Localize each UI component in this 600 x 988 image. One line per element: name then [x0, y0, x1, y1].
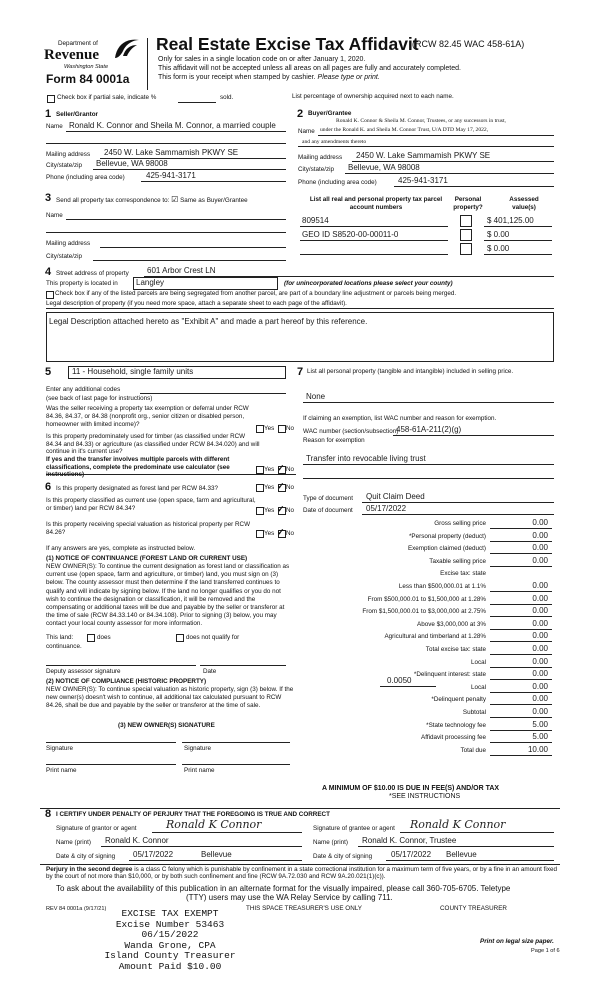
parcel-number[interactable]: GEO ID S8520-00-00011-0: [302, 230, 399, 239]
grantor-signature[interactable]: Ronald K Connor: [166, 818, 262, 831]
stamp-line: Amount Paid $10.00: [118, 960, 222, 972]
does-not-checkbox[interactable]: [176, 634, 184, 642]
exemption-question: Was the seller receiving a property tax exemption or deferral under RCW 84.36, 84.37, or 84.38 (nonprofit org., senior citizen or disabled person, homeowner with limited income)?: [46, 405, 249, 429]
assessed-value[interactable]: $ 0.00: [487, 244, 510, 253]
stamp-line: 06/15/2022: [141, 929, 199, 940]
treasurer-use-label: THIS SPACE TREASURER'S USE ONLY: [246, 905, 362, 912]
grantor-sign-date[interactable]: 05/17/2022: [133, 850, 174, 859]
document-type[interactable]: Quit Claim Deed: [366, 492, 425, 501]
ownership-note: List percentage of ownership acquired next to each name.: [292, 93, 454, 100]
tax-row-value[interactable]: 0.00: [532, 656, 548, 666]
tax-row-value[interactable]: 5.00: [532, 719, 548, 729]
forest-land-question: Is this property designated as forest land per RCW 84.33?: [56, 485, 219, 492]
stamp-line: Excise Number 53463: [115, 918, 225, 930]
buyer-city[interactable]: Bellevue, WA 98008: [348, 163, 420, 172]
minimum-due-note: A MINIMUM OF $10.00 IS DUE IN FEE(S) AND/OR TAX: [322, 785, 500, 792]
availability-line-1: To ask about the availability of this publication in an alternate format for the visually impaired, please call 360-705-6705. Teletype: [56, 884, 511, 893]
q1-no-checkbox[interactable]: [278, 425, 286, 433]
segregated-label: Check box if any of the listed parcels are being segregated from another parcel, are part of a boundary line adjustment or parcels being merged.: [55, 290, 457, 297]
dept-of-label: Department of: [58, 40, 98, 47]
tax-row-label: Above $3,000,000 at 3%: [417, 620, 486, 628]
page-number: Page 1 of 6: [531, 948, 560, 954]
tax-row-label: From $500,000.01 to $1,500,000 at 1.28%: [367, 595, 486, 603]
q3-yes-checkbox[interactable]: [256, 484, 264, 492]
buyer-mailing-address[interactable]: 2450 W. Lake Sammamish PKWY SE: [356, 151, 491, 160]
tax-row-value[interactable]: 0.00: [532, 543, 548, 553]
county-treasurer-label: COUNTY TREASURER: [440, 905, 507, 912]
q4-yes-checkbox[interactable]: [256, 507, 264, 515]
land-use-code: 11 - Household, single family units: [72, 367, 194, 376]
unincorporated-note: (for unincorporated locations please select your county): [284, 280, 453, 287]
seller-city[interactable]: Bellevue, WA 98008: [96, 159, 168, 168]
perjury-notice: Perjury in the second degree is a class C felony which is punishable by confinement in a state correctional institution for a maximum term of five years, or by a fine in an amount fixed by the court of not more than $10,000, or by both such confinement and fine (RCW 9A.72.030 and RCW 9A.20.021(1)(c)).: [46, 866, 557, 881]
wac-number[interactable]: 458-61A-211(2)(g): [396, 425, 462, 434]
current-use-question: Is this property classified as current use (open space, farm and agricultural, or timber) land per RCW 84.34?: [46, 497, 256, 512]
tax-row-label: *State technology fee: [426, 721, 486, 729]
seller-heading: Seller/Grantor: [56, 111, 98, 118]
location-value: Langley: [136, 278, 165, 287]
grantor-sign-city[interactable]: Bellevue: [201, 850, 232, 859]
notice-compliance-heading: (2) NOTICE OF COMPLIANCE (HISTORIC PROPERTY): [46, 678, 207, 685]
tax-row-label: Gross selling price: [434, 520, 486, 527]
grantee-print-name[interactable]: Ronald K. Connor, Trustee: [362, 836, 457, 845]
tax-row-value[interactable]: 0.00: [532, 631, 548, 641]
buyer-name-line-1[interactable]: Ronald K. Connor & Sheila M. Connor, Trustees, or any successors in trust,: [336, 118, 506, 124]
tax-row-label: From $1,500,000.01 to $3,000,000 at 2.75%: [362, 608, 486, 616]
tax-row-label: Taxable selling price: [429, 557, 486, 565]
legal-description-text: Legal Description attached hereto as "Exhibit A" and made a part hereof by this reference.: [49, 317, 368, 326]
tax-row-value[interactable]: 10.00: [527, 744, 548, 754]
certify-heading: I CERTIFY UNDER PENALTY OF PERJURY THAT THE FOREGOING IS TRUE AND CORRECT: [56, 811, 330, 818]
tax-row-value[interactable]: 0.00: [532, 581, 548, 590]
same-as-buyer-checkbox[interactable]: ☑: [171, 195, 179, 204]
q2-yes-checkbox[interactable]: [256, 466, 264, 474]
tax-row-value[interactable]: 0.00: [532, 644, 548, 653]
q5-yes-checkbox[interactable]: [256, 530, 264, 538]
revenue-logo-text: Revenue: [44, 47, 99, 63]
stamp-line: EXCISE TAX EXEMPT: [121, 908, 219, 919]
form-number: Form 84 0001a: [46, 72, 130, 86]
new-owner-signature-heading: (3) NEW OWNER(S) SIGNATURE: [118, 722, 215, 729]
personal-property-label: List all personal property (tangible and intangible) included in selling price.: [307, 368, 514, 375]
seller-phone[interactable]: 425-941-3171: [146, 171, 196, 180]
stamp-line: Island County Treasurer: [104, 950, 236, 961]
personal-property-checkbox[interactable]: [460, 229, 472, 241]
see-instructions: *SEE INSTRUCTIONS: [389, 793, 461, 800]
tax-row-label: Agricultural and timberland at 1.28%: [384, 633, 486, 641]
tax-row-label: *Delinquent penalty: [431, 696, 486, 704]
section3-label: Send all property tax correspondence to: ☑ Same as Buyer/Grantee: [56, 195, 248, 204]
grantee-sign-date[interactable]: 05/17/2022: [391, 850, 432, 859]
tax-row-value[interactable]: 0.00: [532, 530, 548, 540]
tax-row-value[interactable]: 0.00: [532, 707, 548, 716]
partial-sale-label: Check box if partial sale, indicate %: [57, 94, 157, 101]
q1-yes-checkbox[interactable]: [256, 425, 264, 433]
personal-property-header: Personal property?: [453, 196, 483, 211]
revision-label: REV 84 0001a (9/17/21): [46, 906, 107, 912]
predominate-use-note: If yes and the transfer involves multiple parcels with different classifications, complete the predominate use calculator (see instructions): [46, 456, 230, 479]
buyer-phone[interactable]: 425-941-3171: [398, 176, 448, 185]
tax-row-label: Excise tax: state: [440, 570, 486, 578]
seller-name[interactable]: Ronald K. Connor and Sheila M. Connor, a married couple: [69, 121, 276, 130]
tax-row-value[interactable]: 0.00: [532, 555, 548, 565]
tax-row-label: Less than $500,000.01 at 1.1%: [398, 583, 486, 590]
buyer-heading: Buyer/Grantee: [308, 110, 352, 117]
notice-continuance-heading: (1) NOTICE OF CONTINUANCE (FOREST LAND OR CURRENT USE): [46, 555, 248, 562]
header-line-2: This affidavit will not be accepted unless all areas on all pages are fully and accurately completed.: [158, 65, 461, 72]
personal-property-value[interactable]: None: [306, 392, 326, 401]
notice-compliance-body: NEW OWNER(S): To continue special valuation as historic property, sign (3) below. If the new owner(s) doesn't wish to continue, all additional tax calculated pursuant to RCW 84.26, shall be due and payable by the seller or transferor at the time of sale.: [46, 686, 294, 710]
legal-description-label: Legal description of property (if you need more space, attach a separate sheet to each page of the affidavit).: [46, 300, 347, 307]
notice-continuance-body: NEW OWNER(S): To continue the current designation as forest land or classification as current use (open space, farm and agriculture, or timber) land, you must sign on (3) below. The county assessor must then determine if the land transferred continues to qualify and will indicate by signing below. If the land no longer qualifies or you do not wish to continue the designation or classification, it will be removed and the compensating or additional taxes will be due and payable by the seller or transferor at the time of sale (RCW 84.33.140 or 84.34.108). Prior to signing (3) below, you may contact your local county assessor for more information.: [46, 563, 290, 628]
parcel-number[interactable]: 809514: [302, 216, 329, 225]
tax-row-value[interactable]: 0.00: [532, 694, 548, 704]
exemption-reason[interactable]: Transfer into revocable living trust: [306, 454, 426, 463]
tax-row-label: Subtotal: [462, 709, 486, 716]
tax-row-value[interactable]: 0.00: [532, 669, 548, 679]
tax-row-label: Affidavit processing fee: [421, 734, 486, 742]
grantee-signature[interactable]: Ronald K Connor: [410, 818, 506, 831]
segregated-checkbox[interactable]: [46, 291, 54, 299]
personal-property-checkbox[interactable]: [460, 215, 472, 227]
document-date[interactable]: 05/17/2022: [366, 504, 407, 513]
tax-row-label: Local: [470, 683, 486, 691]
assessed-value[interactable]: $ 0.00: [487, 230, 510, 239]
property-street-address[interactable]: 601 Arbor Crest LN: [147, 266, 216, 275]
rcw-reference: (RCW 82.45 WAC 458-61A): [412, 39, 525, 49]
timber-question: Is this property predominately used for timber (as classified under RCW 84.34 and 84.33) or agriculture (as classified under RCW 84.34.020) and will continue in it's current use?: [46, 433, 260, 456]
header-line-1: Only for sales in a single location code on or after January 1, 2020.: [158, 56, 366, 63]
personal-property-checkbox[interactable]: [460, 243, 472, 255]
does-checkbox[interactable]: [87, 634, 95, 642]
parcels-header: List all real and personal property tax parcel account numbers: [309, 196, 443, 211]
local-tax-rate[interactable]: 0.0050: [387, 676, 412, 685]
revenue-logo-icon: [111, 34, 141, 62]
tax-row-value[interactable]: 0.00: [532, 606, 548, 616]
stamp-line: Wanda Grone, CPA: [124, 939, 216, 951]
buyer-name-line-2[interactable]: under the Ronald K. and Sheila M. Connor Trust, U/A DTD May 17, 2022,: [320, 127, 489, 133]
header-line-3: This form is your receipt when stamped by cashier. Please type or print.: [158, 74, 380, 81]
legal-size-note: Print on legal size paper.: [480, 938, 554, 945]
historic-question: Is this property receiving special valuation as historical property per RCW 84.26?: [46, 521, 251, 536]
seller-mailing-address[interactable]: 2450 W. Lake Sammamish PKWY SE: [104, 148, 239, 157]
grantee-sign-city[interactable]: Bellevue: [446, 850, 477, 859]
tax-row-value[interactable]: 0.00: [532, 618, 548, 628]
form-title: Real Estate Excise Tax Affidavit: [156, 34, 419, 54]
tax-row-value[interactable]: 0.00: [532, 518, 548, 527]
tax-row-label: Total due: [460, 746, 486, 754]
buyer-name-line-3[interactable]: and any amendments thereto: [302, 139, 367, 145]
grantor-print-name[interactable]: Ronald K. Connor: [105, 836, 169, 845]
assessed-value[interactable]: $ 401,125.00: [487, 216, 534, 225]
availability-line-2: (TTY) users may use the WA Relay Service by calling 711.: [186, 893, 393, 902]
washington-state-label: Washington State: [64, 64, 109, 70]
tax-row-label: Total excise tax: state: [425, 646, 486, 653]
tax-row-value[interactable]: 0.00: [532, 681, 548, 691]
tax-row-value[interactable]: 5.00: [532, 732, 548, 742]
tax-row-label: *Delinquent interest: state: [413, 671, 486, 679]
tax-row-value[interactable]: 0.00: [532, 593, 548, 603]
tax-row-label: Local: [470, 658, 486, 666]
tax-row-label: *Personal property (deduct): [408, 532, 486, 540]
assessed-value-header: Assessed value(s): [509, 196, 539, 211]
partial-sale-checkbox[interactable]: [47, 95, 55, 103]
excise-tax-stamp: [104, 909, 236, 972]
tax-row-label: Exemption claimed (deduct): [407, 545, 486, 553]
partial-sale-sold: sold.: [220, 94, 234, 101]
